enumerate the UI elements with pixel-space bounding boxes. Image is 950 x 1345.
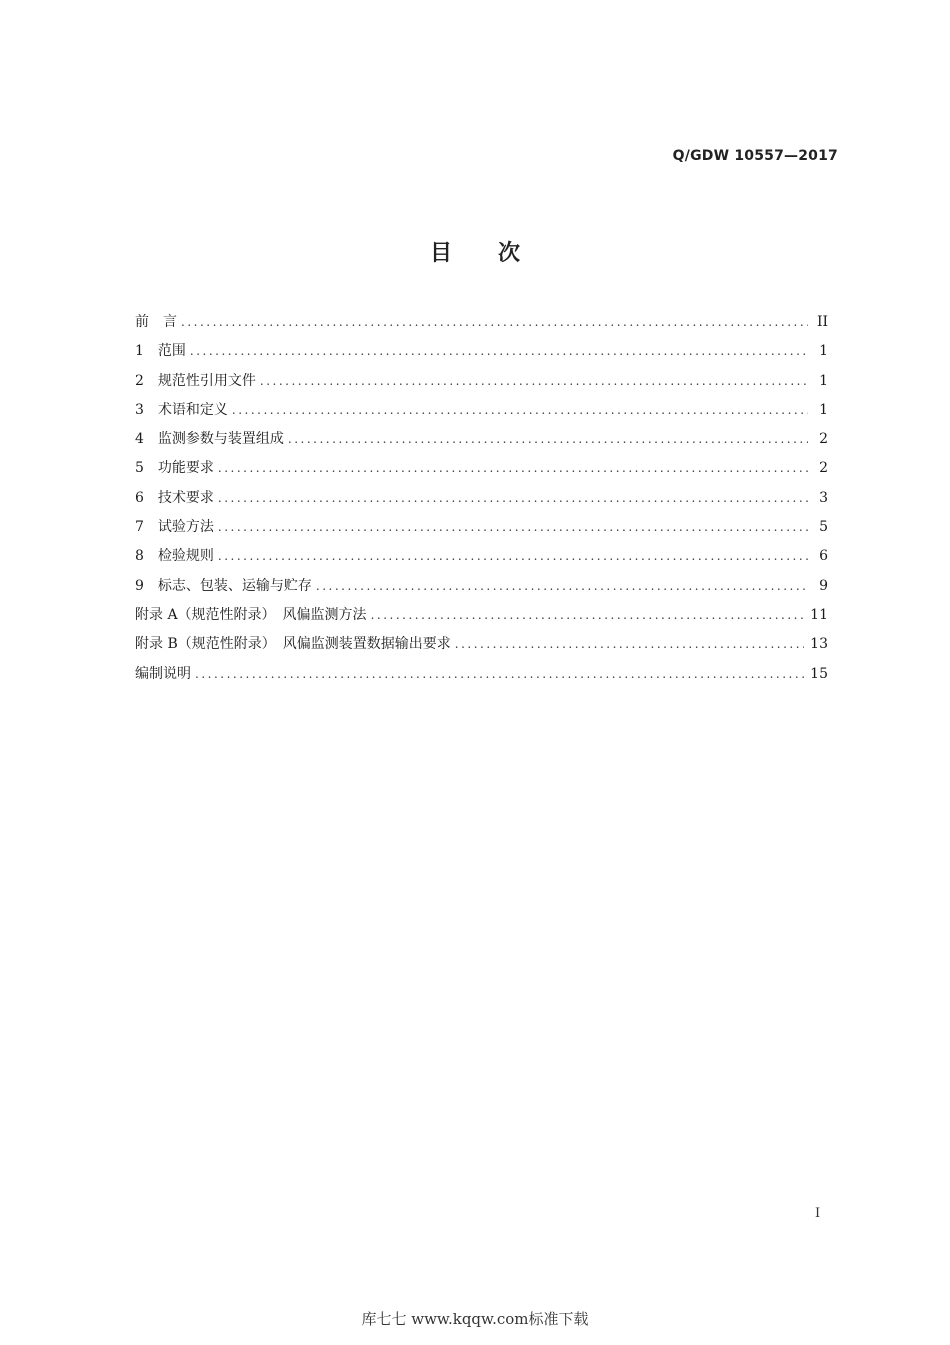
standard-code: Q/GDW 10557—2017 <box>672 148 838 164</box>
toc-entry-label: 前 言 <box>135 314 177 330</box>
toc-entry-label: 5 功能要求 <box>135 460 214 477</box>
toc-entry-label: 编制说明 <box>135 665 191 682</box>
toc-leader-dots <box>218 545 808 567</box>
toc-entry-page: 3 <box>819 489 828 506</box>
toc-leader-dots <box>455 633 804 655</box>
footer-watermark: 库七七 www.kqqw.com标准下载 <box>361 1310 589 1328</box>
toc-entry-label: 6 技术要求 <box>135 489 214 506</box>
toc-entry-page: 1 <box>819 372 828 389</box>
toc-leader-dots <box>218 457 808 479</box>
toc-entry-label: 7 试验方法 <box>135 519 214 536</box>
toc-entry-label: 2 规范性引用文件 <box>135 372 256 389</box>
toc-leader-dots <box>218 487 808 509</box>
toc-entry-functional-requirements[interactable] <box>135 457 828 486</box>
toc-entry-scope[interactable] <box>135 340 828 369</box>
toc-leader-dots <box>232 399 808 421</box>
toc-entry-page: 1 <box>819 343 828 360</box>
toc-entry-label: 9 标志、包装、运输与贮存 <box>135 577 312 594</box>
toc-leader-dots <box>316 575 808 597</box>
toc-entry-label: 1 范围 <box>135 343 186 360</box>
toc-entry-compilation-notes[interactable] <box>135 663 828 692</box>
toc-entry-page: 1 <box>819 401 828 418</box>
toc-entry-page: 9 <box>819 577 828 594</box>
toc-leader-dots <box>181 311 808 333</box>
toc-entry-page: 2 <box>819 431 828 448</box>
toc-entry-foreword[interactable] <box>135 311 828 340</box>
toc-leader-dots <box>190 340 808 362</box>
toc-leader-dots <box>195 663 804 685</box>
page-title: 目次 <box>429 241 566 266</box>
toc-entry-normative-references[interactable] <box>135 370 828 399</box>
toc-entry-page: 11 <box>810 606 828 623</box>
toc-entry-label: 3 术语和定义 <box>135 401 228 418</box>
toc-entry-test-methods[interactable] <box>135 516 828 545</box>
toc-entry-label: 附录 B（规范性附录） 风偏监测装置数据输出要求 <box>135 636 451 653</box>
toc-entry-label: 8 检验规则 <box>135 548 214 565</box>
toc-entry-page: 5 <box>819 519 828 536</box>
toc-entry-terms-definitions[interactable] <box>135 399 828 428</box>
toc-entry-page: II <box>816 314 828 330</box>
toc-entry-appendix-b[interactable] <box>135 633 828 662</box>
toc-entry-page: 15 <box>810 665 828 682</box>
toc-leader-dots <box>371 604 805 626</box>
toc-leader-dots <box>288 428 808 450</box>
toc-entry-page: 13 <box>810 636 828 653</box>
toc-entry-page: 2 <box>819 460 828 477</box>
toc-entry-label: 附录 A（规范性附录） 风偏监测方法 <box>135 606 367 623</box>
toc-entry-page: 6 <box>819 548 828 565</box>
toc-entry-technical-requirements[interactable] <box>135 487 828 516</box>
toc-entry-label: 4 监测参数与装置组成 <box>135 431 284 448</box>
toc-entry-monitoring-parameters[interactable] <box>135 428 828 457</box>
toc-entry-inspection-rules[interactable] <box>135 545 828 574</box>
toc-entry-marking-packaging[interactable] <box>135 575 828 604</box>
toc-leader-dots <box>218 516 808 538</box>
page-number: I <box>815 1206 821 1221</box>
table-of-contents <box>135 311 828 692</box>
toc-leader-dots <box>260 370 808 392</box>
toc-entry-appendix-a[interactable] <box>135 604 828 633</box>
